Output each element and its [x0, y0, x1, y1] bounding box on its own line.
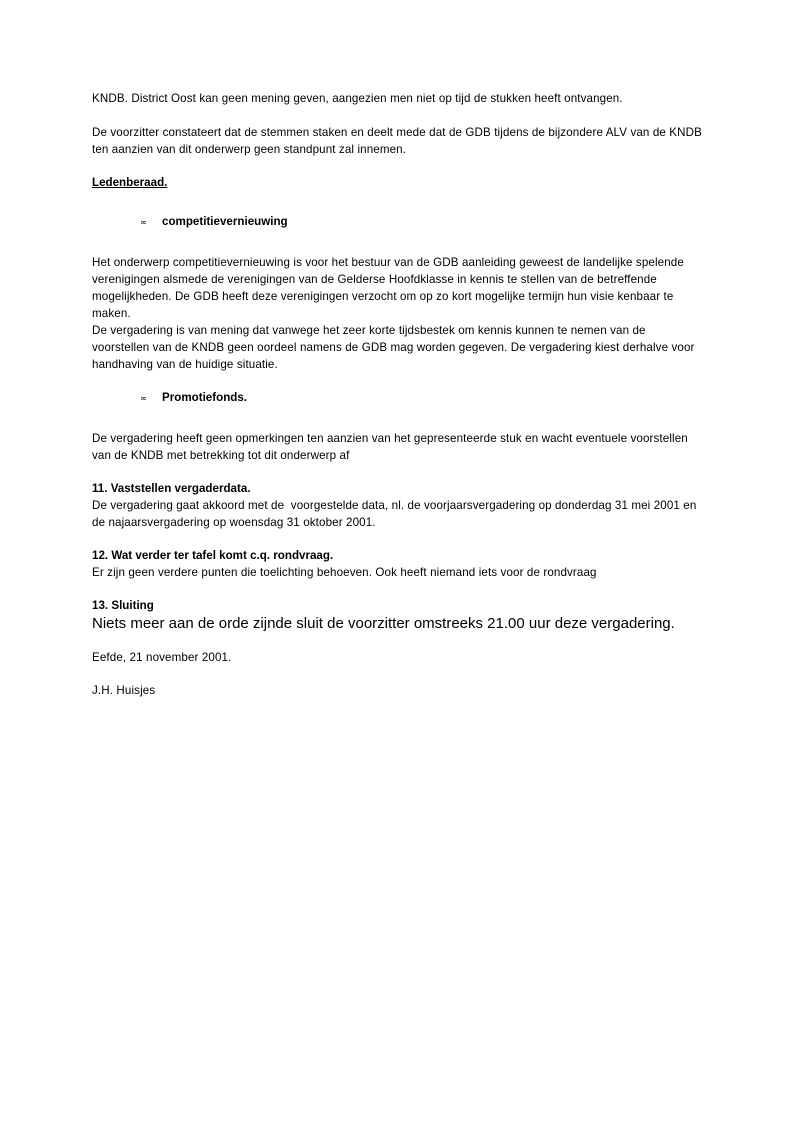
- list-item-competitievernieuwing: [92, 213, 702, 232]
- spacer: [92, 232, 702, 254]
- spacer: [92, 581, 702, 597]
- heading-ledenberaad: Ledenberaad.: [92, 176, 168, 189]
- spacer: [92, 191, 702, 213]
- spacer: [92, 373, 702, 389]
- spacer: [92, 408, 702, 430]
- list-item-label: competitievernieuwing: [162, 215, 288, 228]
- heading-11-vaststellen-vergaderdata: 11. Vaststellen vergaderdata.: [92, 482, 251, 495]
- signature-name: J.H. Huisjes: [92, 684, 156, 697]
- spacer: [92, 107, 702, 124]
- spacer: [92, 666, 702, 682]
- list-item-label: Promotiefonds.: [162, 391, 248, 404]
- place-and-date: Eefde, 21 november 2001.: [92, 651, 232, 664]
- heading-13-sluiting: 13. Sluiting: [92, 599, 154, 612]
- heading-12-rondvraag: 12. Wat verder ter tafel komt c.q. rondvraag.: [92, 549, 334, 562]
- spacer: [92, 531, 702, 547]
- paragraph-13-sluiting: Niets meer aan de orde zijnde sluit de voorzitter omstreeks 21.00 uur deze vergadering.: [92, 615, 675, 632]
- paragraph-12-rondvraag: Er zijn geen verdere punten die toelichting behoeven. Ook heeft niemand iets voor de rondvraag: [92, 566, 597, 579]
- paragraph-promotiefonds: De vergadering heeft geen opmerkingen ten aanzien van het gepresenteerde stuk en wacht eventuele voorstellen van de KNDB met betrekking tot dit onderwerp af: [92, 432, 692, 462]
- infinity-bullet-icon: ∞: [140, 394, 148, 404]
- paragraph-11-vergaderdata: De vergadering gaat akkoord met de voorgestelde data, nl. de voorjaarsvergadering op donderdag 31 mei 2001 en de najaarsvergadering op woensdag 31 oktober 2001.: [92, 499, 700, 529]
- paragraph-knbd-district-oost: KNDB. District Oost kan geen mening geven, aangezien men niet op tijd de stukken heeft ontvangen.: [92, 92, 623, 105]
- paragraph-competitievernieuwing-toelichting: Het onderwerp competitievernieuwing is voor het bestuur van de GDB aanleiding geweest de landelijke spelende verenigingen alsmede de verenigingen van de Gelderse Hoofdklasse in kennis te stellen van de betreffende mogelijkheden. De GDB heeft deze verenigingen verzocht om op zo kort mogelijke termijn hun visie kenbaar te maken.: [92, 256, 688, 320]
- document-body: [92, 90, 706, 699]
- spacer: [92, 158, 702, 174]
- spacer: [92, 633, 702, 649]
- spacer: [92, 464, 702, 480]
- paragraph-competitievernieuwing-besluit: De vergadering is van mening dat vanwege het zeer korte tijdsbestek om kennis kunnen te nemen van de voorstellen van de KNDB geen oordeel namens de GDB mag worden gegeven. De vergadering kiest derhalve voor handhaving van de huidige situatie.: [92, 324, 698, 371]
- infinity-bullet-icon: ∞: [140, 218, 148, 228]
- list-item-promotiefonds: [92, 389, 702, 408]
- paragraph-voorzitter-stemmen: De voorzitter constateert dat de stemmen staken en deelt mede dat de GDB tijdens de bijzondere ALV van de KNDB ten aanzien van dit onderwerp geen standpunt zal innemen.: [92, 126, 706, 156]
